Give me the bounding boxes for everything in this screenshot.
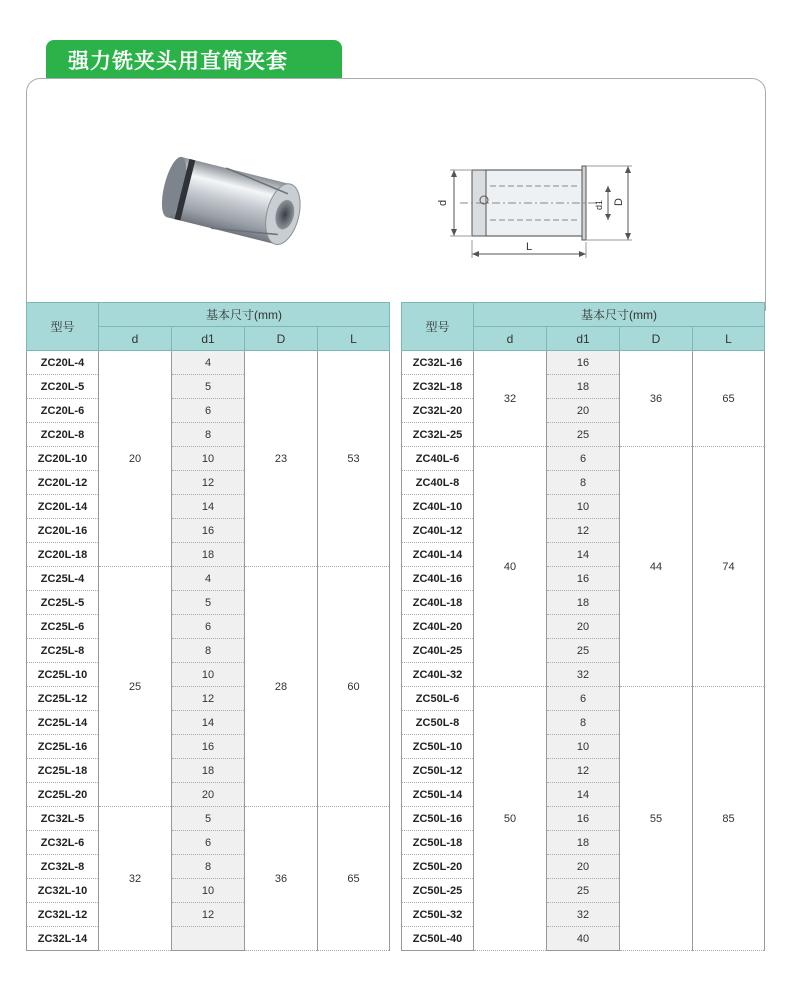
model-cell: ZC50L-12	[402, 759, 474, 783]
d1-cell: 6	[172, 831, 245, 855]
model-cell: ZC20L-8	[27, 423, 99, 447]
d1-cell: 5	[172, 375, 245, 399]
d1-cell: 40	[547, 927, 620, 951]
model-cell: ZC40L-6	[402, 447, 474, 471]
image-frame	[26, 78, 766, 311]
d1-cell: 10	[547, 735, 620, 759]
d1-cell: 6	[547, 687, 620, 711]
model-cell: ZC50L-32	[402, 903, 474, 927]
d1-cell: 6	[172, 615, 245, 639]
d-cell: 20	[99, 351, 172, 567]
model-cell: ZC25L-5	[27, 591, 99, 615]
d-cell: 32	[474, 351, 547, 447]
d1-cell: 16	[172, 519, 245, 543]
model-cell: ZC32L-16	[402, 351, 474, 375]
header-l: L	[318, 327, 390, 351]
d1-cell: 25	[547, 423, 620, 447]
d1-cell: 20	[547, 615, 620, 639]
d-size-cell: 36	[620, 351, 693, 447]
l-size-cell: 65	[693, 351, 765, 447]
model-cell: ZC40L-12	[402, 519, 474, 543]
d1-cell: 10	[172, 879, 245, 903]
d-size-cell: 23	[245, 351, 318, 567]
model-cell: ZC20L-6	[27, 399, 99, 423]
model-cell: ZC20L-5	[27, 375, 99, 399]
table-row	[402, 687, 765, 711]
page-title: 强力铣夹头用直筒夹套	[68, 49, 288, 73]
model-cell: ZC25L-6	[27, 615, 99, 639]
spec-table-right	[401, 302, 765, 951]
model-cell: ZC25L-8	[27, 639, 99, 663]
d1-cell: 18	[172, 759, 245, 783]
model-cell: ZC25L-14	[27, 711, 99, 735]
d1-cell: 10	[172, 447, 245, 471]
model-cell: ZC32L-20	[402, 399, 474, 423]
model-cell: ZC50L-6	[402, 687, 474, 711]
d1-cell: 8	[172, 855, 245, 879]
d1-cell: 5	[172, 807, 245, 831]
d1-cell: 14	[547, 783, 620, 807]
model-cell: ZC25L-12	[27, 687, 99, 711]
header-d1: d1	[547, 327, 620, 351]
model-cell: ZC50L-20	[402, 855, 474, 879]
technical-drawing	[437, 158, 640, 262]
d1-cell: 25	[547, 879, 620, 903]
table-row	[27, 351, 390, 375]
model-cell: ZC25L-10	[27, 663, 99, 687]
d1-cell: 14	[172, 711, 245, 735]
label-L: L	[526, 241, 533, 253]
d1-cell: 14	[172, 495, 245, 519]
model-cell: ZC40L-32	[402, 663, 474, 687]
model-cell: ZC40L-25	[402, 639, 474, 663]
d1-cell: 8	[547, 711, 620, 735]
d1-cell: 8	[172, 423, 245, 447]
d-cell: 25	[99, 567, 172, 807]
d1-cell: 20	[172, 783, 245, 807]
model-cell: ZC20L-4	[27, 351, 99, 375]
d1-cell: 18	[547, 831, 620, 855]
model-cell: ZC40L-16	[402, 567, 474, 591]
model-cell: ZC50L-16	[402, 807, 474, 831]
model-cell: ZC40L-18	[402, 591, 474, 615]
d1-cell: 16	[172, 735, 245, 759]
d-size-cell: 36	[245, 807, 318, 951]
d1-cell: 20	[547, 855, 620, 879]
model-cell: ZC32L-18	[402, 375, 474, 399]
l-size-cell: 60	[318, 567, 390, 807]
d-cell: 40	[474, 447, 547, 687]
header-d: D	[620, 327, 693, 351]
model-cell: ZC40L-10	[402, 495, 474, 519]
d1-cell: 18	[172, 543, 245, 567]
model-cell: ZC32L-5	[27, 807, 99, 831]
model-cell: ZC20L-10	[27, 447, 99, 471]
model-cell: ZC20L-14	[27, 495, 99, 519]
d1-cell: 6	[172, 399, 245, 423]
model-cell: ZC20L-16	[27, 519, 99, 543]
model-cell: ZC50L-40	[402, 927, 474, 951]
d-cell: 32	[99, 807, 172, 951]
spec-table-left	[26, 302, 390, 951]
d-cell: 50	[474, 687, 547, 951]
d1-cell: 8	[547, 471, 620, 495]
d-size-cell: 55	[620, 687, 693, 951]
d1-cell: 5	[172, 591, 245, 615]
model-cell: ZC40L-14	[402, 543, 474, 567]
model-cell: ZC40L-20	[402, 615, 474, 639]
model-cell: ZC32L-8	[27, 855, 99, 879]
model-cell: ZC32L-6	[27, 831, 99, 855]
header-d: d	[474, 327, 547, 351]
header-l: L	[693, 327, 765, 351]
model-cell: ZC50L-8	[402, 711, 474, 735]
d1-cell: 18	[547, 591, 620, 615]
l-size-cell: 65	[318, 807, 390, 951]
table-row	[27, 807, 390, 831]
model-cell: ZC25L-20	[27, 783, 99, 807]
d1-cell: 16	[547, 351, 620, 375]
model-cell: ZC50L-25	[402, 879, 474, 903]
model-cell: ZC32L-10	[27, 879, 99, 903]
model-cell: ZC32L-14	[27, 927, 99, 951]
d1-cell: 25	[547, 639, 620, 663]
table-row	[27, 567, 390, 591]
d1-cell: 16	[547, 807, 620, 831]
d-size-cell: 28	[245, 567, 318, 807]
d1-cell: 32	[547, 663, 620, 687]
d1-cell: 14	[547, 543, 620, 567]
d1-cell: 12	[172, 687, 245, 711]
l-size-cell: 85	[693, 687, 765, 951]
d-size-cell: 44	[620, 447, 693, 687]
header-basic-size: 基本尺寸(mm)	[474, 303, 765, 327]
model-cell: ZC50L-18	[402, 831, 474, 855]
model-cell: ZC50L-14	[402, 783, 474, 807]
l-size-cell: 53	[318, 351, 390, 567]
d1-cell: 4	[172, 351, 245, 375]
header-basic-size: 基本尺寸(mm)	[99, 303, 390, 327]
header-model: 型号	[27, 303, 99, 351]
collet-photo	[158, 148, 318, 260]
model-cell: ZC25L-4	[27, 567, 99, 591]
label-d1: d1	[594, 199, 604, 210]
model-cell: ZC32L-25	[402, 423, 474, 447]
d1-cell	[172, 927, 245, 951]
d1-cell: 16	[547, 567, 620, 591]
table-row	[402, 447, 765, 471]
d1-cell: 12	[172, 903, 245, 927]
label-D: D	[613, 198, 625, 206]
l-size-cell: 74	[693, 447, 765, 687]
header-d: d	[99, 327, 172, 351]
model-cell: ZC20L-12	[27, 471, 99, 495]
d1-cell: 18	[547, 375, 620, 399]
header-model: 型号	[402, 303, 474, 351]
d1-cell: 8	[172, 639, 245, 663]
model-cell: ZC25L-18	[27, 759, 99, 783]
d1-cell: 10	[172, 663, 245, 687]
model-cell: ZC25L-16	[27, 735, 99, 759]
d1-cell: 4	[172, 567, 245, 591]
title-tab	[46, 40, 342, 78]
header-d1: d1	[172, 327, 245, 351]
model-cell: ZC20L-18	[27, 543, 99, 567]
header-d: D	[245, 327, 318, 351]
d1-cell: 20	[547, 399, 620, 423]
table-row	[402, 351, 765, 375]
d1-cell: 32	[547, 903, 620, 927]
label-d: d	[437, 199, 449, 206]
model-cell: ZC32L-12	[27, 903, 99, 927]
model-cell: ZC50L-10	[402, 735, 474, 759]
d1-cell: 10	[547, 495, 620, 519]
d1-cell: 6	[547, 447, 620, 471]
d1-cell: 12	[172, 471, 245, 495]
model-cell: ZC40L-8	[402, 471, 474, 495]
d1-cell: 12	[547, 759, 620, 783]
d1-cell: 12	[547, 519, 620, 543]
